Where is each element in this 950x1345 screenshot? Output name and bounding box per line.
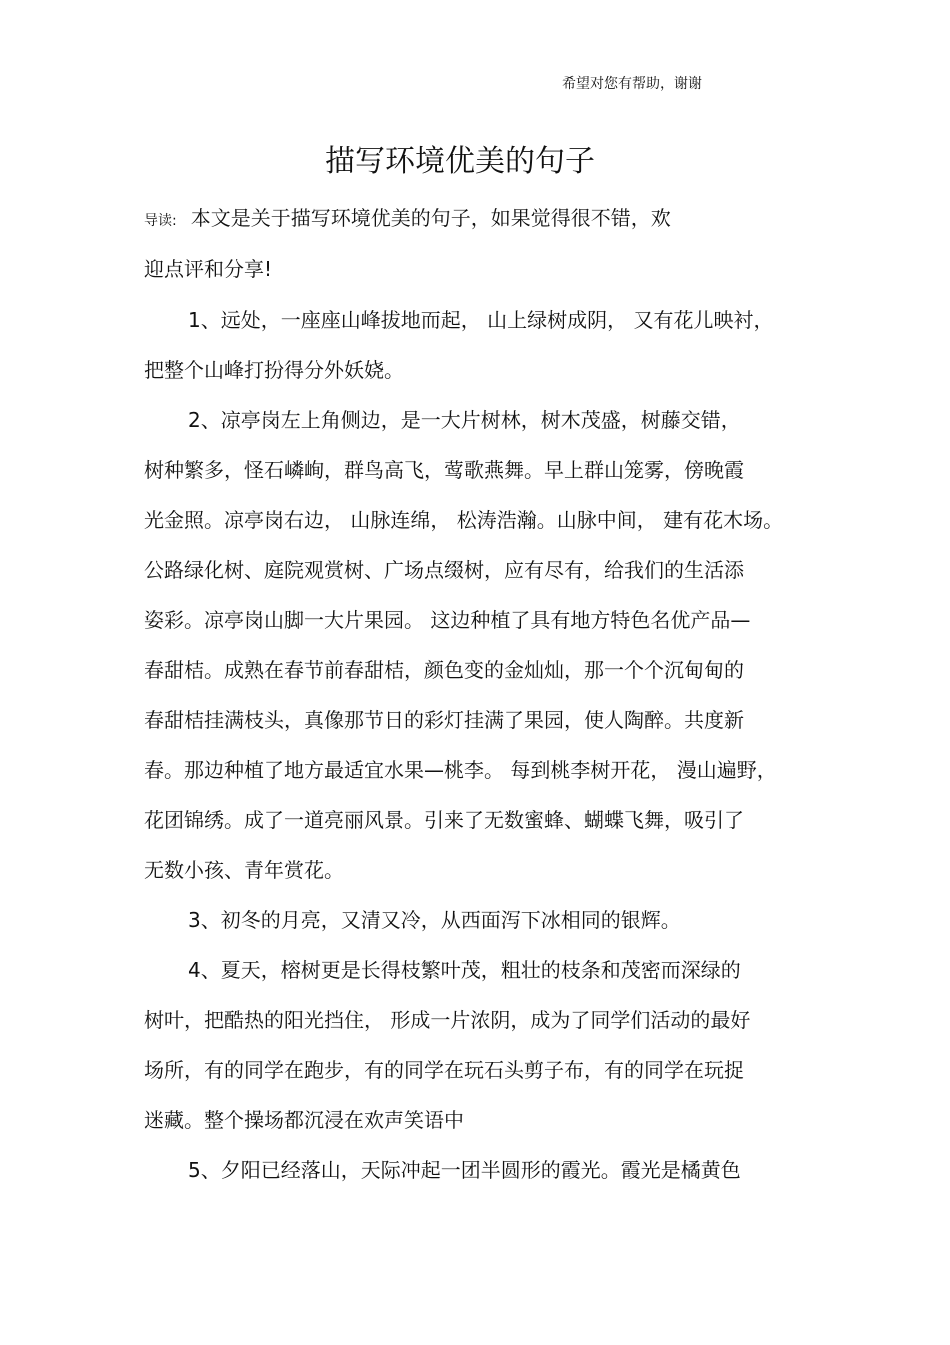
paragraph-2-line-4: 公路绿化树、庭院观赏树、广场点缀树，应有尽有，给我们的生活添 xyxy=(144,558,744,582)
paragraph-4-line-4: 迷藏。整个操场都沉浸在欢声笑语中 xyxy=(144,1108,464,1132)
intro-label: 导读: xyxy=(144,213,177,229)
intro-line xyxy=(144,204,671,235)
paragraph-2-line-7: 春甜桔挂满枝头，真像那节日的彩灯挂满了果园，使人陶醉。共度新 xyxy=(144,708,744,732)
intro-continuation: 迎点评和分享! xyxy=(144,257,273,281)
paragraph-2-line-1: 2、凉亭岗左上角侧边，是一大片树林，树木茂盛，树藤交错， xyxy=(188,408,741,432)
paragraph-3-line-1: 3、初冬的月亮，又清又冷，从西面泻下冰相同的银辉。 xyxy=(188,908,681,932)
paragraph-5-line-1: 5、夕阳已经落山，天际冲起一团半圆形的霞光。霞光是橘黄色 xyxy=(188,1158,741,1182)
intro-text: 本文是关于描写环境优美的句子，如果觉得很不错，欢 xyxy=(190,206,671,230)
page-title: 描写环境优美的句子 xyxy=(325,144,595,179)
paragraph-2-line-6: 春甜桔。成熟在春节前春甜桔，颜色变的金灿灿，那一个个沉甸甸的 xyxy=(144,658,744,682)
paragraph-2-line-10: 无数小孩、青年赏花。 xyxy=(144,858,344,882)
paragraph-2-line-8: 春。那边种植了地方最适宜水果—桃李。 每到桃李树开花， 漫山遍野， xyxy=(144,758,777,782)
paragraph-4-line-3: 场所，有的同学在跑步，有的同学在玩石头剪子布，有的同学在玩捉 xyxy=(144,1058,744,1082)
paragraph-2-line-3: 光金照。凉亭岗右边， 山脉连绵， 松涛浩瀚。山脉中间， 建有花木场。 xyxy=(144,508,784,532)
paragraph-1-line-2: 把整个山峰打扮得分外妖娆。 xyxy=(144,358,404,382)
paragraph-4-line-1: 4、夏天，榕树更是长得枝繁叶茂，粗壮的枝条和茂密而深绿的 xyxy=(188,958,741,982)
paragraph-2-line-5: 姿彩。凉亭岗山脚一大片果园。 这边种植了具有地方特色名优产品— xyxy=(144,608,751,632)
header-note: 希望对您有帮助，谢谢 xyxy=(562,76,702,92)
paragraph-4-line-2: 树叶，把酷热的阳光挡住， 形成一片浓阴，成为了同学们活动的最好 xyxy=(144,1008,751,1032)
paragraph-2-line-2: 树种繁多，怪石嶙峋，群鸟高飞，莺歌燕舞。早上群山笼雾，傍晚霞 xyxy=(144,458,744,482)
paragraph-1-line-1: 1、远处，一座座山峰拔地而起， 山上绿树成阴， 又有花儿映衬， xyxy=(188,308,774,332)
paragraph-2-line-9: 花团锦绣。成了一道亮丽风景。引来了无数蜜蜂、蝴蝶飞舞，吸引了 xyxy=(144,808,744,832)
